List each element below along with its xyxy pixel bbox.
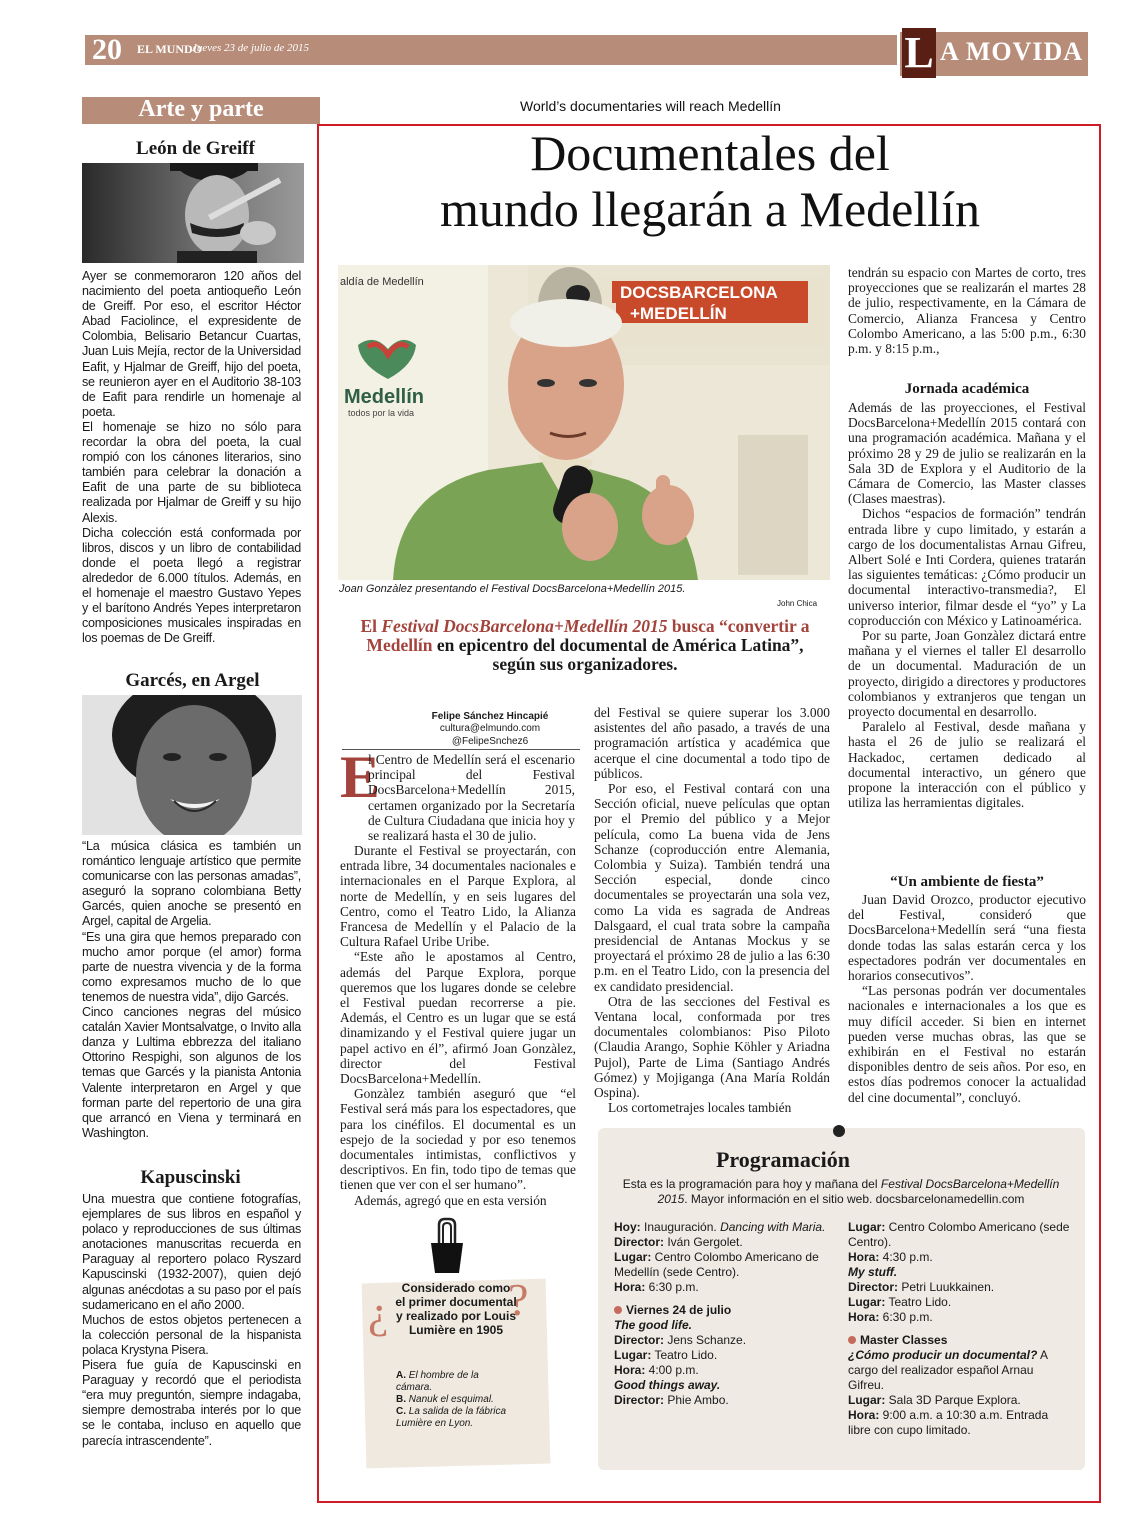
prog-master-label: Master Classes xyxy=(860,1333,948,1347)
prog-director-2-name: Jens Schanze. xyxy=(664,1333,747,1347)
prog-intro-web: . Mayor información en el sitio web. docsbarcelonamedellin.com xyxy=(684,1192,1025,1206)
prog-hoy xyxy=(614,1220,836,1235)
quiz-answer-b-label: B. xyxy=(396,1394,406,1405)
prog-lugar-r1-name: Centro Colombo Americano (sede Centro). xyxy=(848,1220,1070,1249)
programacion-col-left xyxy=(614,1220,836,1408)
col3-paragraph-1: tendrán su espacio con Martes de corto, tres proyecciones que se realizarán el martes 28 de julio, respectivamente, en la Cámara de Comercio, Alianza Francesa y Centro Colombo Americano, a las 5:00 p.m., 6:30 p.m. y 8:15 p.m., xyxy=(848,265,1086,357)
col3-paragraph-3: Dichos “espacios de formación” tendrán entrada libre y cupo limitado, y estarán a cargo de los documentalistas Arnau Gifreu, Albert Solé e Inti Cordera, quienes tratarán las siguientes temáticas: ¿Cómo producir un documental interactivo-transmedia?, El universo interior, filmar desde el “yo” y La coproducción con México y Latinoamérica. xyxy=(848,506,1086,628)
prog-hora-2-value: 4:00 p.m. xyxy=(645,1363,699,1377)
prog-hora-4-value: 6:30 p.m. xyxy=(879,1310,933,1324)
prog-master-title-text: ¿Cómo producir un documental? xyxy=(848,1348,1038,1362)
lead-el: El xyxy=(360,616,382,636)
greiff-paragraph-1: Ayer se conmemoraron 120 años del nacimiento del poeta antioqueño León de Greiff. Por eso, el escritor Héctor Abad Faciolince, el expresidente de Colombia, Belisario Betancur Cuartas, Juan Luis Mejía, rector de la Universidad Eafit, y Hjalmar de Greiff, hijo del poeta, se reunieron ayer en el Auditorio 38-103 de Eafit para rendirle un homenaje al poeta. xyxy=(82,269,301,419)
quiz-answer-a-text: El hombre de la cámara. xyxy=(396,1370,479,1393)
garces-paragraph-1: “La música clásica es también un romántico lenguaje artístico que permite comunicarse con las personas amadas”, aseguró la soprano colombiana Betty Garcés, quien anoche se presentó en Argel, capital de Argelia. xyxy=(82,839,301,929)
column-3-middle xyxy=(848,400,1086,810)
greiff-paragraph-2: El homenaje se hizo no sólo para recordar la obra del poeta, la cual rompió con los cánones literarios, sino también para celebrar la donación a Eafit de una parte de su biblioteca realizada por Hjalmar de Greiff y su hijo Alexis. xyxy=(82,419,301,525)
photo-sign-slogan: todos por la vida xyxy=(348,408,415,418)
col2-paragraph-4: Los cortometrajes locales también xyxy=(608,1100,792,1116)
headline-line-2: mundo llegarán a Medellín xyxy=(439,181,981,237)
quiz-answer-c xyxy=(396,1406,514,1430)
quiz-answer-c-label: C. xyxy=(396,1406,406,1417)
greiff-heading: León de Greiff xyxy=(136,138,255,159)
question-mark-open: ¿ xyxy=(368,1286,389,1337)
col3-paragraph-7: “Las personas podrán ver documentales nacionales e internacionales a los que es muy difícil acceder. Si bien en internet pueden verse muchas obras, las que se exhibirán en el Festival no estarán disponibles dentro de seis años. Por eso, en estos días podremos conocer la actualidad del cine documental”, concluyó. xyxy=(848,983,1086,1105)
prog-master xyxy=(848,1333,1070,1348)
col2-paragraph-1: del Festival se quiere superar los 3.000 asistentes del año pasado, a través de una programación artística y académica que acerque el cine documental a todo tipo de públicos. xyxy=(594,705,830,781)
byline-twitter[interactable]: @FelipeSnchez6 xyxy=(451,736,529,747)
quiz-answer-c-text: La salida de la fábrica Lumière en Lyon. xyxy=(396,1406,507,1429)
subhead-jornada: Jornada académica xyxy=(904,381,1030,397)
header-date: Jueves 23 de julio de 2015 xyxy=(192,42,309,54)
greiff-paragraph-3: Dicha colección está conformada por libros, discos y un libro de contabilidad donde el poeta llegó a registrar alrededor de 6.000 títulos. Además, en el homenaje el maestro Gustavo Yepes y el barítono Andrés Yepes interpretaron composiciones musicales inspiradas en los poemas de De Greiff. xyxy=(82,525,301,646)
bullet-icon xyxy=(848,1336,856,1344)
prog-lugar-1 xyxy=(614,1250,836,1280)
col2-paragraph-3: Otra de las secciones del Festival es Ventana local, conformada por tres documentales colombianos: Piso Piloto (Claudia Arango, Sophie Köhler y Ariadna Pujol), Parte de Lima (Santiago Andrés Gómez) y Mojiganga (Ana María Roldán Ospina). xyxy=(594,993,830,1101)
prog-director-4-name: Petri Luukkainen. xyxy=(898,1280,995,1294)
english-title: World’s documentaries will reach Medellín xyxy=(520,98,781,114)
prog-hora-label: Hora: xyxy=(614,1363,646,1377)
prog-master-title xyxy=(848,1348,1070,1393)
prog-hora-2 xyxy=(614,1363,836,1378)
prog-viernes-label: Viernes 24 de julio xyxy=(626,1303,732,1317)
col3-paragraph-5: Paralelo al Festival, desde mañana y hasta el 26 de julio se realizará el Hackadoc, certamen dedicado al documental interactivo, un género que propone la interacción con el público y utiliza las herramientas digitales. xyxy=(848,719,1086,811)
prog-lugar-2 xyxy=(614,1348,836,1363)
prog-hora-4 xyxy=(848,1310,1070,1325)
byline-author: Felipe Sánchez Hincapié xyxy=(431,711,549,722)
col1-paragraph-4: Gonzàlez también aseguró que “el Festival será más para los espectadores, que para los cinéfilos. El documental es un espejo de la sociedad y por eso tenemos documentales intimistas, conflictivos y descriptivos. En fin, todo tipo de temas que tienen que ver con el ser humano”. xyxy=(340,1086,576,1193)
col3-paragraph-2: Además de las proyecciones, el Festival DocsBarcelona+Medellín 2015 contará con una programación académica. Mañana y el próximo 28 y 29 de julio se realizarán en la Sala 3D de Explora y el Auditorio de la Cámara de Comercio, las Master classes (Clases maestras). xyxy=(848,400,1086,507)
prog-lugar-4-name: Teatro Lido. xyxy=(885,1295,952,1309)
prog-director-3-name: Phie Ambo. xyxy=(664,1393,729,1407)
prog-director-1 xyxy=(614,1235,836,1250)
prog-lugar-label: Lugar: xyxy=(848,1295,886,1309)
col2-paragraph-2: Por eso, el Festival contará con una Sección oficial, nueve películas que optan por el Premio del público y a Mejor película, como La buena vida de Jens Schanze (coproducción entre Alemania, Colombia y Suiza). También tendrá una Sección especial, donde cinco documentales se proyectarán una sola vez, como La vida es sagrada de Andreas Dalsgaard, el cual trata sobre la campaña presidencial de Antanas Mockus y se proyectará el próximo 28 de julio a las 6:30 p.m. en el Teatro Lido, con la presencia del ex candidato presidencial. xyxy=(594,781,830,994)
subhead-fiesta: “Un ambiente de fiesta” xyxy=(890,874,1044,890)
main-photo xyxy=(338,265,830,580)
prog-lugar-5-name: Sala 3D Parque Explora. xyxy=(885,1393,1021,1407)
prog-film-2-title: The good life. xyxy=(614,1318,692,1332)
prog-lugar-label: Lugar: xyxy=(848,1220,886,1234)
headline xyxy=(325,125,1095,237)
prog-lugar-5 xyxy=(848,1393,1070,1408)
lead-festival: Festival DocsBarcelona+Medellín 2015 xyxy=(381,616,668,636)
photo-sign-alcaldia: aldía de Medellín xyxy=(340,276,424,288)
lead-quote: busca “convertir a Medellín xyxy=(366,616,810,655)
col1-paragraph-3: “Este año le apostamos al Centro, además del Parque Explora, porque queremos que los lugares donde se celebre el Festival puedan recorrerse a pie. Además, el Centro es un lugar que se está dinamizando y el Festival quiere jugar un papel activo en él”, afirmó Joan Gonzàlez, director del Festival DocsBarcelona+Medellín. xyxy=(340,949,576,1087)
garces-text xyxy=(82,839,301,1141)
kapuscinski-heading: Kapuscinski xyxy=(140,1167,241,1188)
prog-director-4 xyxy=(848,1280,1070,1295)
kapuscinski-text xyxy=(82,1192,301,1449)
prog-hoy-text: Inauguración. xyxy=(640,1220,721,1234)
pin-icon xyxy=(833,1125,845,1137)
prog-master-desc: A cargo del realizador español Arnau Gifreu. xyxy=(848,1348,1048,1392)
column-2 xyxy=(594,705,830,1115)
prog-hoy-label: Hoy: xyxy=(614,1220,641,1234)
col1-paragraph-5: Además, agregó que en esta versión xyxy=(354,1192,547,1208)
prog-hora-label: Hora: xyxy=(848,1408,880,1422)
sidebar-title: Arte y parte xyxy=(138,96,264,122)
prog-director-label: Director: xyxy=(614,1333,665,1347)
prog-intro-festival: Festival DocsBarcelona+Medellín 2015 xyxy=(657,1177,1060,1206)
quiz-answer-a-label: A. xyxy=(396,1370,406,1381)
prog-director-label: Director: xyxy=(614,1235,665,1249)
page-number: 20 xyxy=(92,33,122,66)
quiz-answers xyxy=(396,1370,514,1430)
byline-email[interactable]: cultura@elmundo.com xyxy=(439,723,541,734)
prog-lugar-r1 xyxy=(848,1220,1070,1250)
column-3-top xyxy=(848,265,1086,356)
prog-lugar-label: Lugar: xyxy=(848,1393,886,1407)
column-1-top xyxy=(368,752,575,843)
caption-festival: Festival DocsBarcelona+Medellín 2015. xyxy=(491,583,686,595)
section-logo-initial: L xyxy=(902,28,936,78)
dropcap: E xyxy=(340,744,381,810)
lead-paragraph xyxy=(343,617,827,674)
quiz-answer-b xyxy=(396,1394,514,1406)
prog-lugar-label: Lugar: xyxy=(614,1348,652,1362)
prog-hora-label: Hora: xyxy=(848,1250,880,1264)
programacion-title: Programación xyxy=(715,1147,850,1172)
garces-paragraph-2: “Es una gira que hemos preparado con mucho amor porque (el amor) forma parte de nuestra vivencia y de la forma como expresamos mucho de lo que tenemos de nuestra vida”, dijo Garcés. xyxy=(82,929,301,1004)
programacion-col-right xyxy=(848,1220,1070,1438)
prog-director-label: Director: xyxy=(614,1393,665,1407)
question-mark-close: ? xyxy=(508,1274,529,1325)
col3-paragraph-6: Juan David Orozco, productor ejecutivo del Festival, consideró que DocsBarcelona+Medellín será “una fiesta donde todas las salas estarán cerca y los espectadores podrán ver documentales en horarios consecutivos”. xyxy=(848,892,1086,984)
quiz-question: Considerado como el primer documental y realizado por Louis Lumière en 1905 xyxy=(395,1281,517,1337)
kapuscinski-paragraph-2: Muchos de estos objetos pertenecen a la colección personal de la hispanista polaca Krystyna Pisera. xyxy=(82,1312,301,1357)
caption-text: Joan Gonzàlez presentando el xyxy=(339,583,492,595)
garces-paragraph-3: Cinco canciones negras del músico catalán Xavier Montsalvatge, o Invito alla danza y Lultima ebbrezza del italiano Ottorino Respighi, son algunos de los temas que Garcés y la pianista Antonia Valente interpretaron en Argel y que forman parte del repertorio de una gira que arrancó en Viena y terminará en Washington. xyxy=(82,1005,301,1140)
col1-paragraph-1: l Centro de Medellín será el escenario principal del Festival DocsBarcelona+Medellín 2015, certamen organizado por la Secretaría de Cultura Ciudadana que inicia hoy y se realizará hasta el 30 de julio. xyxy=(368,752,575,844)
prog-lugar-label: Lugar: xyxy=(614,1250,652,1264)
prog-hora-1-value: 6:30 p.m. xyxy=(645,1280,699,1294)
prog-intro-text: Esta es la programación para hoy y mañana del xyxy=(622,1177,881,1191)
prog-hora-1 xyxy=(614,1280,836,1295)
prog-hoy-film: Dancing with Maria. xyxy=(720,1220,826,1234)
garces-heading: Garcés, en Argel xyxy=(125,670,260,691)
prog-director-3 xyxy=(614,1393,836,1408)
photo-credit: John Chica xyxy=(777,599,818,608)
prog-viernes xyxy=(614,1303,836,1318)
garces-photo xyxy=(82,695,302,835)
prog-film-2 xyxy=(614,1318,836,1333)
quiz-answer-a xyxy=(396,1370,514,1394)
col3-paragraph-4: Por su parte, Joan Gonzàlez dictará entre mañana y el viernes el taller El desarrollo de un documental. Maduración de un proyecto, dirigido a directores y productores colombianos y extranjeros que tengan un proyecto documental en desarrollo. xyxy=(848,628,1086,720)
greiff-photo xyxy=(82,163,304,263)
prog-hora-r1 xyxy=(848,1250,1070,1265)
lead-rest: en epicentro del documental de América Latina”, según sus organizadores. xyxy=(432,635,804,674)
col1-paragraph-2: Durante el Festival se proyectarán, con entrada libre, 34 documentales nacionales e internacionales en el Parque Explora, al norte de Medellín, y en seis lugares del Centro, como el Teatro Lido, la Alianza Francesa de Medellín y el Palacio de la Cultura Rafael Uribe Uribe. xyxy=(340,843,576,950)
kapuscinski-paragraph-3: Pisera fue guía de Kapuscinski en Paraguay y recordó que el periodista “era muy preguntón, siempre indagaba, siempre demostraba interés por lo que se le contaba, incluso en aquello que parecía intrascendente”. xyxy=(82,1358,301,1448)
photo-caption xyxy=(339,583,685,595)
photo-sign-medellin-logo: Medellín xyxy=(344,386,425,408)
section-logo-name: A MOVIDA xyxy=(940,37,1084,66)
column-3-bottom xyxy=(848,892,1086,1105)
prog-film-4-title: My stuff. xyxy=(848,1265,898,1279)
column-1 xyxy=(340,843,576,1208)
prog-lugar-1-name: Centro Colombo Americano de Medellín (sede Centro). xyxy=(614,1250,819,1279)
prog-director-label: Director: xyxy=(848,1280,899,1294)
prog-lugar-2-name: Teatro Lido. xyxy=(651,1348,718,1362)
prog-lugar-4 xyxy=(848,1295,1070,1310)
prog-director-2 xyxy=(614,1333,836,1348)
prog-film-4 xyxy=(848,1265,1070,1280)
quiz-answer-b-text: Nanuk el esquimal. xyxy=(408,1394,494,1405)
prog-film-3-title: Good things away. xyxy=(614,1378,721,1392)
prog-hora-5-value: 9:00 a.m. a 10:30 a.m. Entrada libre con cupo limitado. xyxy=(848,1408,1049,1437)
prog-hora-label: Hora: xyxy=(614,1280,646,1294)
bullet-icon xyxy=(614,1306,622,1314)
photo-sign-medellin: +MEDELLÍN xyxy=(630,304,727,323)
prog-hora-label: Hora: xyxy=(848,1310,880,1324)
prog-director-1-name: Iván Gergolet. xyxy=(664,1235,743,1249)
prog-film-3 xyxy=(614,1378,836,1393)
prog-hora-5 xyxy=(848,1408,1070,1438)
binder-clip-icon xyxy=(428,1217,466,1277)
photo-sign-docsbarcelona: DOCSBARCELONA xyxy=(620,283,778,302)
kapuscinski-paragraph-1: Una muestra que contiene fotografías, ejemplares de sus libros en español y polaco y reproducciones de sus últimas anotaciones manuscritas recuerda en Paraguay al reportero polaco Ryszard Kapuscinski (1932-2007), quien dejó algunas anécdotas a su paso por el país sudamericano en el año 2000. xyxy=(82,1192,301,1312)
programacion-intro xyxy=(610,1177,1072,1207)
newspaper-name: EL MUNDO xyxy=(137,42,203,56)
headline-line-1: Documentales del xyxy=(530,125,890,181)
greiff-text xyxy=(82,269,301,646)
prog-hora-r1-value: 4:30 p.m. xyxy=(879,1250,933,1264)
